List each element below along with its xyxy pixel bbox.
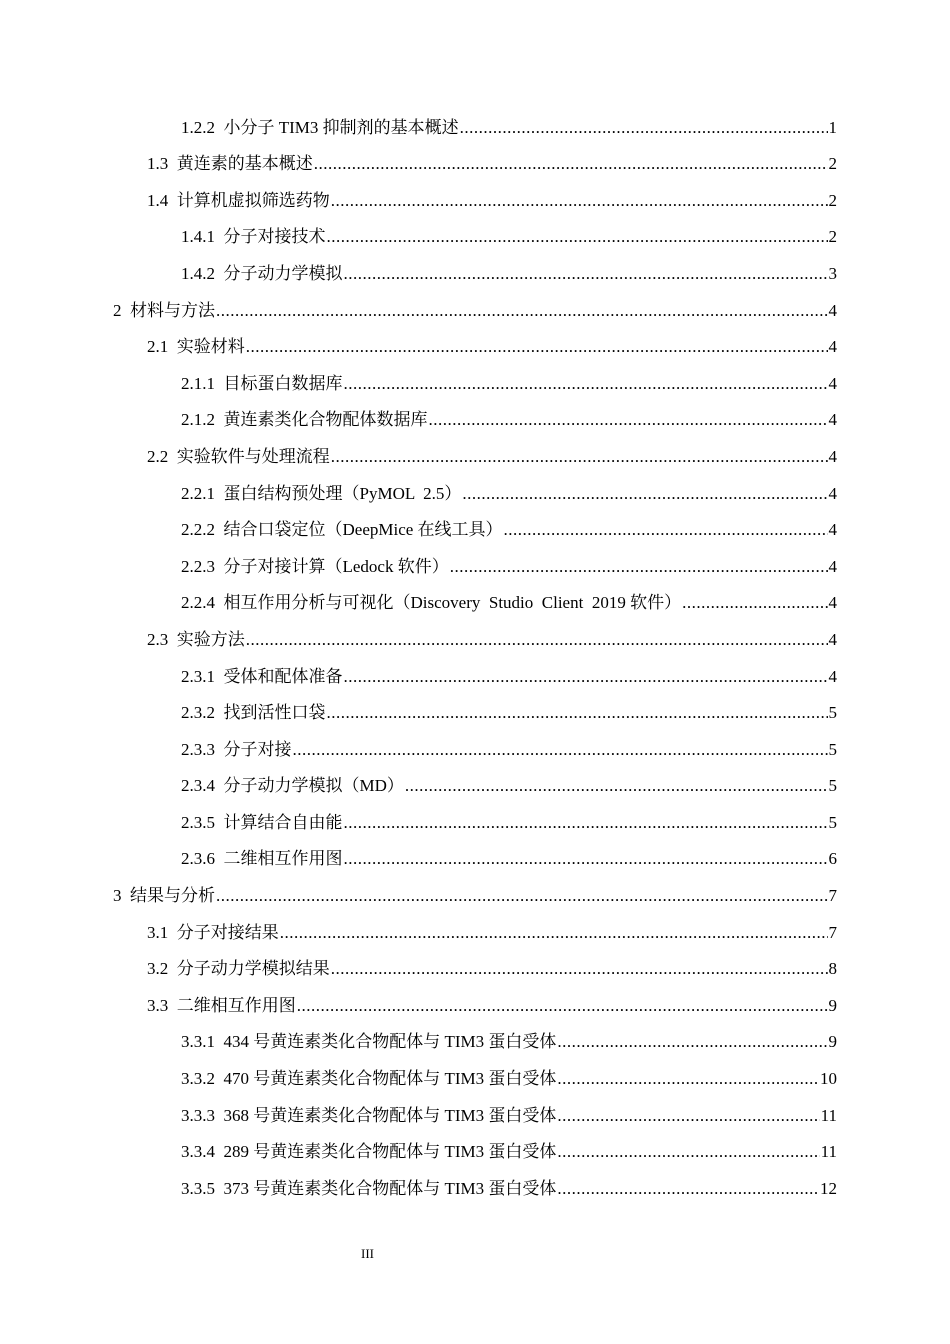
toc-entry[interactable]: [0, 1096, 950, 1133]
toc-entry-page: 4: [828, 556, 837, 576]
toc-entry-gap: [215, 557, 224, 577]
page-number: III: [361, 1246, 374, 1261]
toc-entry-gap: [215, 410, 224, 430]
toc-entry-page: 4: [828, 410, 837, 430]
toc-entry-page: 4: [828, 520, 837, 540]
toc-entry-number: 2.1.2: [181, 410, 215, 430]
toc-entry-title: 434 号黄连素类化合物配体与 TIM3 蛋白受体: [223, 1032, 557, 1052]
toc-entry[interactable]: [0, 511, 950, 548]
toc-entry-title: 实验方法: [176, 629, 245, 649]
toc-entry-page: 4: [828, 593, 837, 613]
toc-dot-leader: [405, 776, 828, 796]
toc-entry[interactable]: [0, 328, 950, 365]
toc-entry-gap: [215, 849, 224, 869]
toc-entry[interactable]: [0, 913, 950, 950]
toc-dot-leader: [331, 447, 828, 467]
toc-entry[interactable]: [0, 657, 950, 694]
toc-entry-gap: [168, 447, 177, 467]
toc-entry-title: 实验软件与处理流程: [176, 446, 330, 466]
toc-entry-page: 9: [828, 995, 837, 1015]
toc-entry-number: 3.3: [147, 995, 169, 1015]
toc-entry-gap: [215, 1069, 224, 1089]
toc-entry-number: 2.1.1: [181, 373, 215, 393]
toc-dot-leader: [297, 996, 828, 1016]
toc-entry-gap: [215, 776, 224, 796]
toc-dot-leader: [344, 374, 828, 394]
toc-entry-gap: [168, 630, 177, 650]
toc-dot-leader: [429, 410, 828, 430]
toc-entry-gap: [168, 996, 177, 1016]
toc-entry-gap: [215, 484, 224, 504]
toc-entry-gap: [168, 191, 177, 211]
toc-entry-page: 2: [828, 190, 837, 210]
toc-entry-title: 分子对接结果: [176, 922, 279, 942]
toc-entry-gap: [168, 923, 177, 943]
toc-entry[interactable]: [0, 730, 950, 767]
toc-entry-page: 3: [828, 263, 837, 283]
toc-dot-leader: [314, 154, 828, 174]
toc-entry-title: 黄连素类化合物配体数据库: [223, 410, 428, 430]
toc-entry-number: 1.2.2: [181, 117, 215, 137]
toc-entry-number: 1.4.2: [181, 263, 215, 283]
toc-entry[interactable]: [0, 840, 950, 877]
toc-entry-page: 11: [820, 1105, 837, 1125]
toc-entry-title: 材料与方法: [130, 300, 215, 320]
toc-entry-number: 3.3.3: [181, 1105, 215, 1125]
toc-entry-title: 受体和配体准备: [223, 666, 343, 686]
toc-dot-leader: [682, 593, 827, 613]
toc-entry-page: 4: [828, 629, 837, 649]
toc-entry[interactable]: [0, 694, 950, 731]
toc-entry-number: 2.2.4: [181, 593, 215, 613]
toc-entry-title: 蛋白结构预处理（PyMOL 2.5）: [223, 483, 462, 503]
toc-entry-gap: [122, 886, 131, 906]
toc-entry-page: 4: [828, 337, 837, 357]
toc-entry-title: 二维相互作用图: [176, 995, 296, 1015]
toc-entry-title: 小分子 TIM3 抑制剂的基本概述: [223, 117, 459, 137]
toc-dot-leader: [293, 740, 828, 760]
toc-dot-leader: [462, 484, 827, 504]
toc-entry-title: 分子对接技术: [223, 227, 326, 247]
toc-entry-page: 4: [828, 666, 837, 686]
toc-entry-number: 1.3: [147, 154, 169, 174]
toc-entry-title: 计算机虚拟筛选药物: [176, 190, 330, 210]
toc-entry-gap: [215, 520, 224, 540]
toc-entry-number: 2: [113, 300, 122, 320]
toc-entry-number: 2.3.6: [181, 849, 215, 869]
toc-entry-number: 3.1: [147, 922, 169, 942]
toc-entry[interactable]: [0, 767, 950, 804]
toc-entry[interactable]: [0, 108, 950, 145]
toc-entry[interactable]: [0, 401, 950, 438]
toc-entry[interactable]: [0, 950, 950, 987]
toc-entry-number: 3.3.1: [181, 1032, 215, 1052]
toc-dot-leader: [557, 1179, 819, 1199]
toc-entry-title: 计算结合自由能: [223, 812, 343, 832]
toc-entry-title: 黄连素的基本概述: [176, 154, 313, 174]
toc-entry-page: 8: [828, 959, 837, 979]
toc-entry-title: 相互作用分析与可视化（Discovery Studio Client 2019 软件）: [223, 593, 682, 613]
toc-entry-gap: [215, 593, 224, 613]
toc-entry-number: 2.2.3: [181, 556, 215, 576]
table-of-contents: [0, 108, 950, 1206]
toc-entry[interactable]: [0, 291, 950, 328]
toc-entry-gap: [215, 1179, 224, 1199]
toc-entry-page: 2: [828, 154, 837, 174]
toc-entry-page: 11: [820, 1142, 837, 1162]
toc-entry-page: 5: [828, 812, 837, 832]
toc-entry-number: 3.3.2: [181, 1069, 215, 1089]
toc-entry[interactable]: [0, 1059, 950, 1096]
toc-entry-number: 2.3.4: [181, 776, 215, 796]
toc-entry-page: 5: [828, 703, 837, 723]
toc-dot-leader: [327, 227, 828, 247]
toc-entry-gap: [168, 154, 177, 174]
toc-entry-number: 3.2: [147, 959, 169, 979]
toc-entry-page: 1: [828, 117, 837, 137]
toc-dot-leader: [216, 886, 828, 906]
toc-entry[interactable]: [0, 181, 950, 218]
toc-entry-gap: [215, 740, 224, 760]
toc-entry-title: 368 号黄连素类化合物配体与 TIM3 蛋白受体: [223, 1105, 557, 1125]
toc-entry-number: 2.3.1: [181, 666, 215, 686]
toc-entry-gap: [215, 374, 224, 394]
toc-entry-number: 1.4: [147, 190, 169, 210]
toc-entry-title: 289 号黄连素类化合物配体与 TIM3 蛋白受体: [223, 1142, 557, 1162]
toc-dot-leader: [557, 1106, 819, 1126]
toc-dot-leader: [344, 849, 828, 869]
toc-entry-title: 分子对接: [223, 739, 292, 759]
toc-entry-number: 2.3.5: [181, 812, 215, 832]
toc-dot-leader: [246, 337, 828, 357]
toc-dot-leader: [344, 264, 828, 284]
toc-entry-gap: [215, 1142, 224, 1162]
toc-entry[interactable]: [0, 474, 950, 511]
toc-entry-number: 2.3.3: [181, 739, 215, 759]
toc-entry-gap: [215, 227, 224, 247]
toc-entry-title: 实验材料: [176, 337, 245, 357]
toc-entry-gap: [168, 337, 177, 357]
toc-entry[interactable]: [0, 254, 950, 291]
toc-entry-title: 目标蛋白数据库: [223, 373, 343, 393]
toc-entry-title: 结合口袋定位（DeepMice 在线工具）: [223, 520, 503, 540]
toc-entry-number: 3.3.5: [181, 1178, 215, 1198]
toc-entry[interactable]: [0, 364, 950, 401]
toc-entry-title: 二维相互作用图: [223, 849, 343, 869]
toc-entry[interactable]: [0, 620, 950, 657]
toc-dot-leader: [331, 959, 828, 979]
toc-dot-leader: [216, 301, 828, 321]
toc-entry-title: 找到活性口袋: [223, 703, 326, 723]
toc-entry[interactable]: [0, 1133, 950, 1170]
toc-entry-number: 2.3.2: [181, 703, 215, 723]
toc-dot-leader: [557, 1032, 827, 1052]
toc-entry-page: 9: [828, 1032, 837, 1052]
toc-entry-title: 470 号黄连素类化合物配体与 TIM3 蛋白受体: [223, 1069, 557, 1089]
toc-entry-gap: [215, 703, 224, 723]
toc-entry-page: 12: [820, 1178, 837, 1198]
toc-entry-page: 5: [828, 776, 837, 796]
toc-entry-title: 分子动力学模拟结果: [176, 959, 330, 979]
toc-entry[interactable]: [0, 145, 950, 182]
toc-entry-gap: [168, 959, 177, 979]
toc-entry-page: 5: [828, 739, 837, 759]
toc-entry-number: 3: [113, 886, 122, 906]
toc-entry-gap: [215, 813, 224, 833]
toc-dot-leader: [344, 667, 828, 687]
toc-entry[interactable]: [0, 1169, 950, 1206]
toc-entry-number: 2.2: [147, 446, 169, 466]
toc-entry[interactable]: [0, 218, 950, 255]
toc-dot-leader: [280, 923, 828, 943]
toc-entry-title: 分子动力学模拟: [223, 263, 343, 283]
toc-entry[interactable]: [0, 876, 950, 913]
toc-entry-page: 10: [820, 1069, 837, 1089]
toc-dot-leader: [331, 191, 828, 211]
toc-dot-leader: [327, 703, 828, 723]
toc-dot-leader: [557, 1069, 819, 1089]
toc-entry-title: 分子对接计算（Ledock 软件）: [223, 556, 449, 576]
toc-dot-leader: [460, 118, 828, 138]
toc-entry-gap: [215, 1106, 224, 1126]
toc-entry-gap: [215, 1032, 224, 1052]
toc-dot-leader: [557, 1142, 819, 1162]
toc-dot-leader: [246, 630, 828, 650]
toc-dot-leader: [344, 813, 828, 833]
toc-entry-title: 结果与分析: [130, 886, 215, 906]
toc-entry-number: 2.2.2: [181, 520, 215, 540]
toc-dot-leader: [504, 520, 828, 540]
toc-entry-title: 373 号黄连素类化合物配体与 TIM3 蛋白受体: [223, 1178, 557, 1198]
toc-entry-page: 2: [828, 227, 837, 247]
toc-entry[interactable]: [0, 437, 950, 474]
toc-entry-page: 7: [828, 886, 837, 906]
toc-entry-page: 4: [828, 446, 837, 466]
toc-entry-number: 1.4.1: [181, 227, 215, 247]
toc-entry-gap: [215, 667, 224, 687]
toc-entry[interactable]: [0, 584, 950, 621]
toc-entry-title: 分子动力学模拟（MD）: [223, 776, 404, 796]
toc-entry-number: 2.2.1: [181, 483, 215, 503]
toc-entry-page: 4: [828, 373, 837, 393]
toc-entry[interactable]: [0, 803, 950, 840]
toc-entry-gap: [122, 301, 131, 321]
toc-entry[interactable]: [0, 1023, 950, 1060]
toc-entry-number: 2.1: [147, 337, 169, 357]
toc-entry-page: 6: [828, 849, 837, 869]
toc-entry[interactable]: [0, 547, 950, 584]
toc-entry-gap: [215, 264, 224, 284]
toc-entry-page: 4: [828, 300, 837, 320]
toc-entry-number: 2.3: [147, 629, 169, 649]
toc-entry-page: 4: [828, 483, 837, 503]
toc-dot-leader: [450, 557, 828, 577]
toc-entry-gap: [215, 118, 224, 138]
toc-entry[interactable]: [0, 986, 950, 1023]
toc-entry-number: 3.3.4: [181, 1142, 215, 1162]
toc-entry-page: 7: [828, 922, 837, 942]
